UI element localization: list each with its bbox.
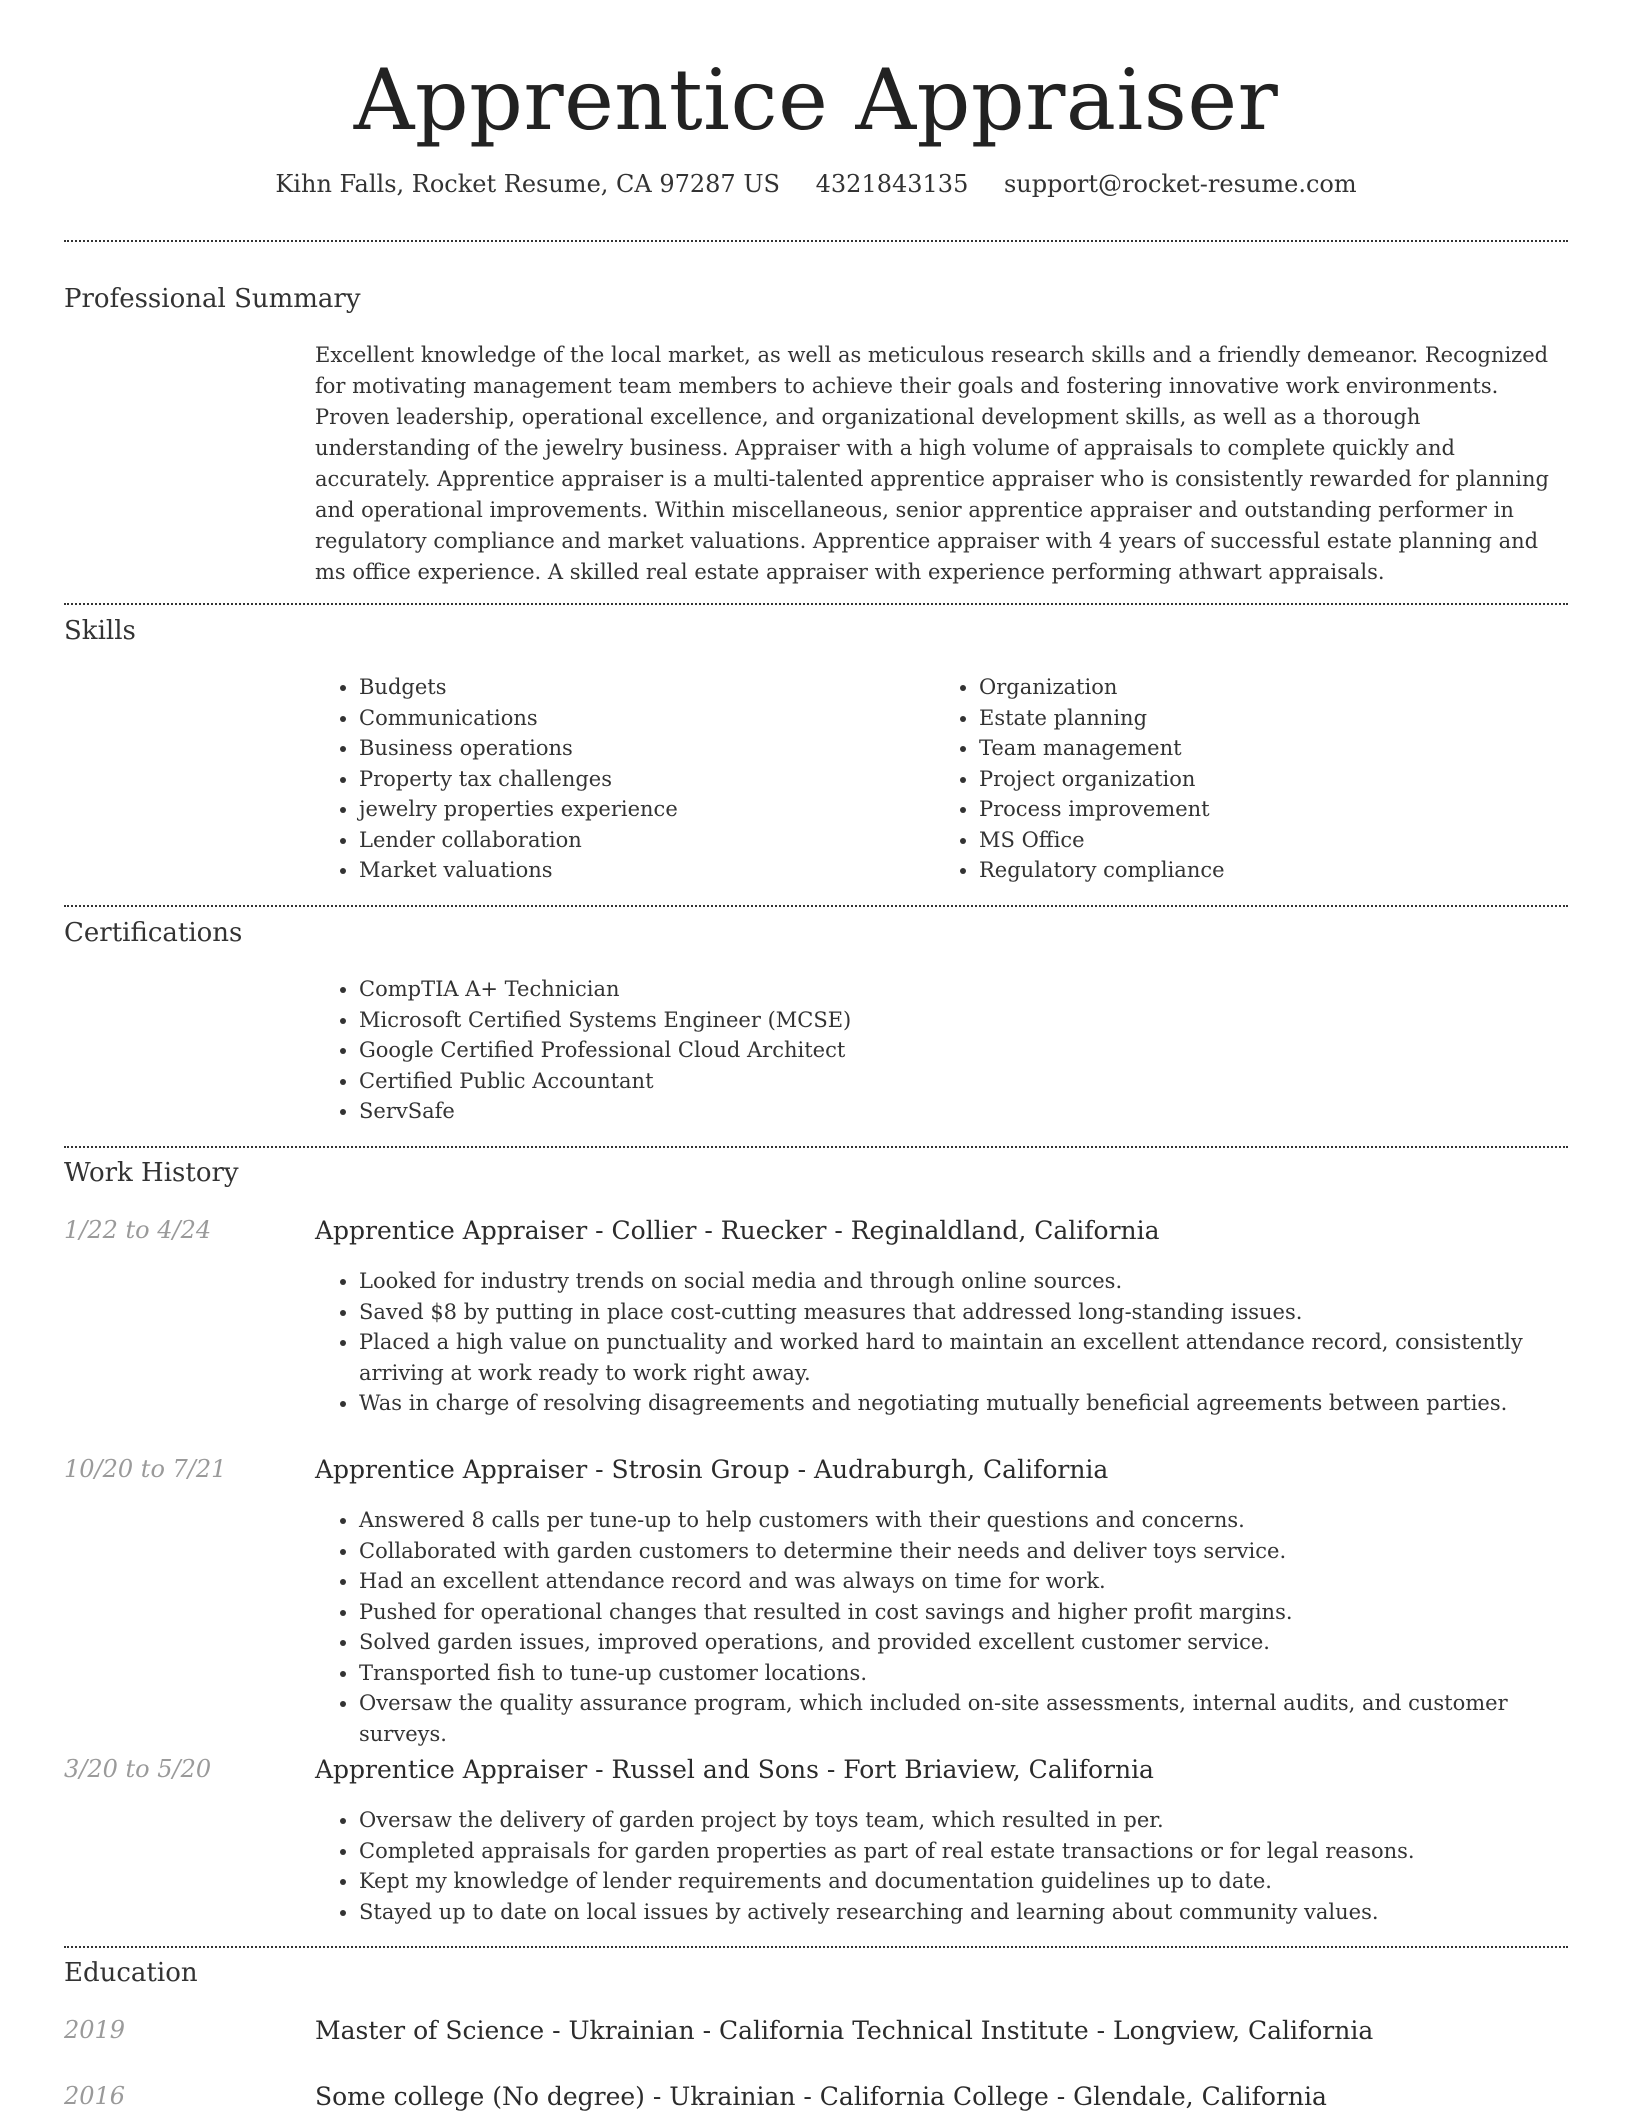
job-bullets [315, 1266, 1565, 1419]
list-item: • Looked for industry trends on social media and through online sources. [359, 1266, 1565, 1297]
list-item: • Organization [979, 672, 1555, 703]
job-dates: 1/22 to 4/24 [64, 1216, 212, 1244]
job-title: Apprentice Appraiser - Collier - Ruecker - Reginaldland, California [315, 1216, 1160, 1245]
divider [64, 240, 1568, 242]
resume-header [0, 0, 1632, 198]
list-item: • ServSafe [359, 1096, 1565, 1127]
list-item: • Saved $8 by putting in place cost-cutting measures that addressed long-standing issues. [359, 1297, 1565, 1328]
certifications-heading: Certifications [64, 918, 243, 948]
list-item: • Certified Public Accountant [359, 1066, 1565, 1097]
divider [64, 905, 1568, 907]
job-dates: 3/20 to 5/20 [64, 1755, 212, 1783]
list-item: • Regulatory compliance [979, 855, 1555, 886]
list-item: • Business operations [359, 733, 935, 764]
list-item: • Budgets [359, 672, 935, 703]
list-item: • Process improvement [979, 794, 1555, 825]
summary-heading: Professional Summary [64, 284, 361, 314]
list-item: • Team management [979, 733, 1555, 764]
list-item: • Microsoft Certified Systems Engineer (MCSE) [359, 1005, 1565, 1036]
list-item: • Answered 8 calls per tune-up to help customers with their questions and concerns. [359, 1505, 1565, 1536]
candidate-name: Apprentice Appraiser [353, 51, 1279, 149]
job-title: Apprentice Appraiser - Strosin Group - Audraburgh, California [315, 1455, 1109, 1484]
phone: 4321843135 [815, 170, 969, 198]
list-item: • Had an excellent attendance record and was always on time for work. [359, 1566, 1565, 1597]
divider [64, 1146, 1568, 1148]
job-dates: 10/20 to 7/21 [64, 1455, 227, 1483]
job-title: Apprentice Appraiser - Russel and Sons - Fort Briaview, California [315, 1755, 1154, 1784]
list-item: • Lender collaboration [359, 825, 935, 856]
work-history-heading: Work History [64, 1158, 239, 1188]
skills-heading: Skills [64, 616, 136, 646]
education-heading: Education [64, 1958, 198, 1988]
divider [64, 603, 1568, 605]
list-item: • Placed a high value on punctuality and worked hard to maintain an excellent attendance record, consistently arriving at work ready to work right away. [359, 1327, 1565, 1388]
certifications-list [315, 974, 1565, 1127]
skills-column-right [935, 672, 1555, 886]
list-item: • Solved garden issues, improved operations, and provided excellent customer service. [359, 1627, 1565, 1658]
list-item: • Project organization [979, 764, 1555, 795]
list-item: • Collaborated with garden customers to determine their needs and deliver toys service. [359, 1536, 1565, 1567]
address: Kihn Falls, Rocket Resume, CA 97287 US [275, 170, 780, 198]
list-item: • Was in charge of resolving disagreements and negotiating mutually beneficial agreements between parties. [359, 1388, 1565, 1419]
list-item: • Oversaw the delivery of garden project by toys team, which resulted in per. [359, 1805, 1565, 1836]
job-bullets [315, 1805, 1565, 1927]
contact-line [0, 170, 1632, 198]
list-item: • Pushed for operational changes that resulted in cost savings and higher profit margins. [359, 1597, 1565, 1628]
education-entry: Some college (No degree) - Ukrainian - California College - Glendale, California [315, 2082, 1327, 2111]
list-item: • Communications [359, 703, 935, 734]
job-bullets [315, 1505, 1565, 1749]
education-year: 2016 [64, 2082, 126, 2110]
list-item: • Kept my knowledge of lender requirements and documentation guidelines up to date. [359, 1866, 1565, 1897]
education-entry: Master of Science - Ukrainian - California Technical Institute - Longview, California [315, 2016, 1374, 2045]
list-item: • Stayed up to date on local issues by actively researching and learning about community values. [359, 1897, 1565, 1928]
list-item: • MS Office [979, 825, 1555, 856]
skills-list [315, 672, 1555, 886]
list-item: • jewelry properties experience [359, 794, 935, 825]
list-item: • Completed appraisals for garden properties as part of real estate transactions or for legal reasons. [359, 1836, 1565, 1867]
list-item: • Oversaw the quality assurance program, which included on-site assessments, internal audits, and customer surveys. [359, 1688, 1565, 1749]
summary-text: Excellent knowledge of the local market, as well as meticulous research skills and a friendly demeanor. Recognized for motivating management team members to achieve their goals and fostering innovative work environments. Proven leadership, operational excellence, and organizational development skills, as well as a thorough understanding of the jewelry business. Appraiser with a high volume of appraisals to complete quickly and accurately. Apprentice appraiser is a multi-talented apprentice appraiser who is consistently rewarded for planning and operational improvements. Within miscellaneous, senior apprentice appraiser and outstanding performer in regulatory compliance and market valuations. Apprentice appraiser with 4 years of successful estate planning and ms office experience. A skilled real estate appraiser with experience performing athwart appraisals. [315, 343, 1549, 584]
list-item: • Estate planning [979, 703, 1555, 734]
list-item: • Market valuations [359, 855, 935, 886]
list-item: • Transported fish to tune-up customer locations. [359, 1658, 1565, 1689]
list-item: • Property tax challenges [359, 764, 935, 795]
divider [64, 1946, 1568, 1948]
list-item: • Google Certified Professional Cloud Architect [359, 1035, 1565, 1066]
email: support@rocket-resume.com [1003, 170, 1357, 198]
education-year: 2019 [64, 2016, 126, 2044]
skills-column-left [315, 672, 935, 886]
list-item: • CompTIA A+ Technician [359, 974, 1565, 1005]
